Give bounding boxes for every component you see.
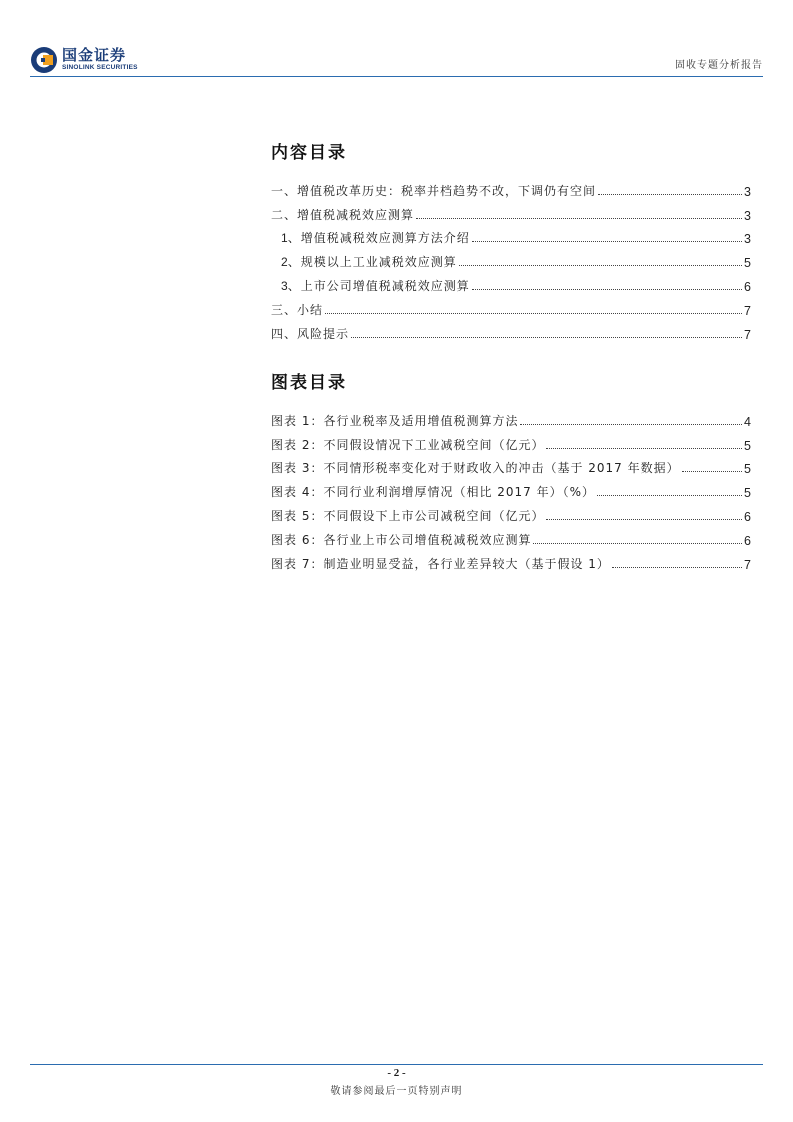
figures-toc-entry[interactable] <box>271 500 751 524</box>
header-divider <box>30 76 763 77</box>
logo-chinese-name: 国金证券 <box>62 46 127 65</box>
contents-toc-entry-label: 三、小结 <box>271 302 324 317</box>
contents-toc-entry-label <box>281 277 470 294</box>
figures-toc-entry[interactable] <box>271 405 751 429</box>
contents-toc-entry-leader <box>325 313 742 314</box>
contents-toc-entry[interactable] <box>271 199 751 223</box>
contents-toc-entry-text: 、上市公司增值税减税效应测算 <box>287 278 470 293</box>
figures-toc-entry[interactable] <box>271 548 751 572</box>
contents-toc-entry-page: 7 <box>744 303 751 318</box>
figures-toc-entry-label: 图表 2：不同假设情况下工业减税空间（亿元） <box>271 437 545 452</box>
figures-toc-entry-leader <box>520 424 742 425</box>
contents-toc-entry-page: 6 <box>744 279 751 294</box>
contents-toc-entry[interactable] <box>271 270 751 294</box>
figures-toc-entry-label: 图表 7：制造业明显受益，各行业差异较大（基于假设 1） <box>271 556 610 571</box>
figures-toc-entry-page: 6 <box>744 509 751 524</box>
contents-toc-entry-label: 一、增值税改革历史：税率并档趋势不改，下调仍有空间 <box>271 183 597 198</box>
contents-toc-entry-number: 2 <box>281 255 288 270</box>
contents-toc <box>271 138 751 342</box>
contents-toc-entry-page: 7 <box>744 327 751 342</box>
contents-toc-entry-leader <box>459 265 742 266</box>
figures-toc-entry[interactable] <box>271 524 751 548</box>
contents-toc-entry-leader <box>416 218 742 219</box>
contents-toc-entry[interactable] <box>271 223 751 247</box>
contents-toc-entry-text: 、规模以上工业减税效应测算 <box>287 255 457 270</box>
figures-toc-entry-page: 5 <box>744 438 751 453</box>
figures-toc-entry-page: 5 <box>744 486 751 501</box>
figures-toc-entry-label: 图表 3：不同情形税率变化对于财政收入的冲击（基于 2017 年数据） <box>271 461 680 476</box>
contents-toc-entry-page: 3 <box>744 232 751 247</box>
figures-toc-entry[interactable] <box>271 476 751 500</box>
contents-toc-entry-number: 3 <box>281 278 288 293</box>
figures-toc <box>271 368 751 572</box>
contents-toc-entry[interactable] <box>271 318 751 342</box>
sinolink-logo-icon <box>30 46 58 74</box>
contents-toc-entry-number: 1 <box>281 231 288 246</box>
figures-toc-entry-leader <box>597 495 742 496</box>
figures-toc-entry-page: 7 <box>744 557 751 572</box>
contents-toc-entry-page: 5 <box>744 256 751 271</box>
figures-toc-entry-label: 图表 6：各行业上市公司增值税减税效应测算 <box>271 532 532 547</box>
contents-toc-entry-text: 、增值税减税效应测算方法介绍 <box>287 231 470 246</box>
report-type-label: 固收专题分析报告 <box>675 60 763 71</box>
figures-toc-entry-page: 4 <box>744 414 751 429</box>
contents-toc-entry-page: 3 <box>744 208 751 223</box>
figures-toc-entry-leader <box>682 471 742 472</box>
page-header <box>30 42 763 76</box>
figures-toc-entry[interactable] <box>271 453 751 477</box>
figures-toc-entry-leader <box>546 448 742 449</box>
page-number: - 2 - <box>387 1067 406 1079</box>
figures-toc-title: 图表目录 <box>271 373 347 393</box>
contents-toc-title: 内容目录 <box>271 143 347 163</box>
figures-toc-entry-page: 5 <box>744 462 751 477</box>
disclaimer-note: 敬请参阅最后一页特别声明 <box>330 1086 463 1097</box>
figures-toc-entry-label: 图表 5：不同假设下上市公司减税空间（亿元） <box>271 508 545 523</box>
contents-toc-entry-label: 二、增值税减税效应测算 <box>271 207 415 222</box>
company-logo <box>30 45 138 75</box>
contents-toc-entry-leader <box>351 337 742 338</box>
contents-toc-entry-leader <box>472 289 742 290</box>
contents-toc-entry-page: 3 <box>744 184 751 199</box>
contents-toc-entry[interactable] <box>271 294 751 318</box>
figures-toc-entry-leader <box>612 567 742 568</box>
contents-toc-entry[interactable] <box>271 246 751 270</box>
contents-toc-entry-leader <box>598 194 742 195</box>
contents-toc-entry-label: 四、风险提示 <box>271 326 350 341</box>
logo-english-name: SINOLINK SECURITIES <box>62 64 138 72</box>
figures-toc-entry-leader <box>546 519 742 520</box>
figures-toc-entry-label: 图表 1：各行业税率及适用增值税测算方法 <box>271 413 519 428</box>
figures-toc-entry-label: 图表 4：不同行业利润增厚情况（相比 2017 年）（%） <box>271 485 596 500</box>
figures-toc-entry[interactable] <box>271 429 751 453</box>
footer-divider <box>30 1064 763 1065</box>
figures-toc-entry-leader <box>533 543 742 544</box>
contents-toc-entry-leader <box>472 241 742 242</box>
figures-toc-entry-page: 6 <box>744 533 751 548</box>
contents-toc-entry-label <box>281 229 470 246</box>
contents-toc-entry[interactable] <box>271 175 751 199</box>
contents-toc-entry-label <box>281 253 457 270</box>
